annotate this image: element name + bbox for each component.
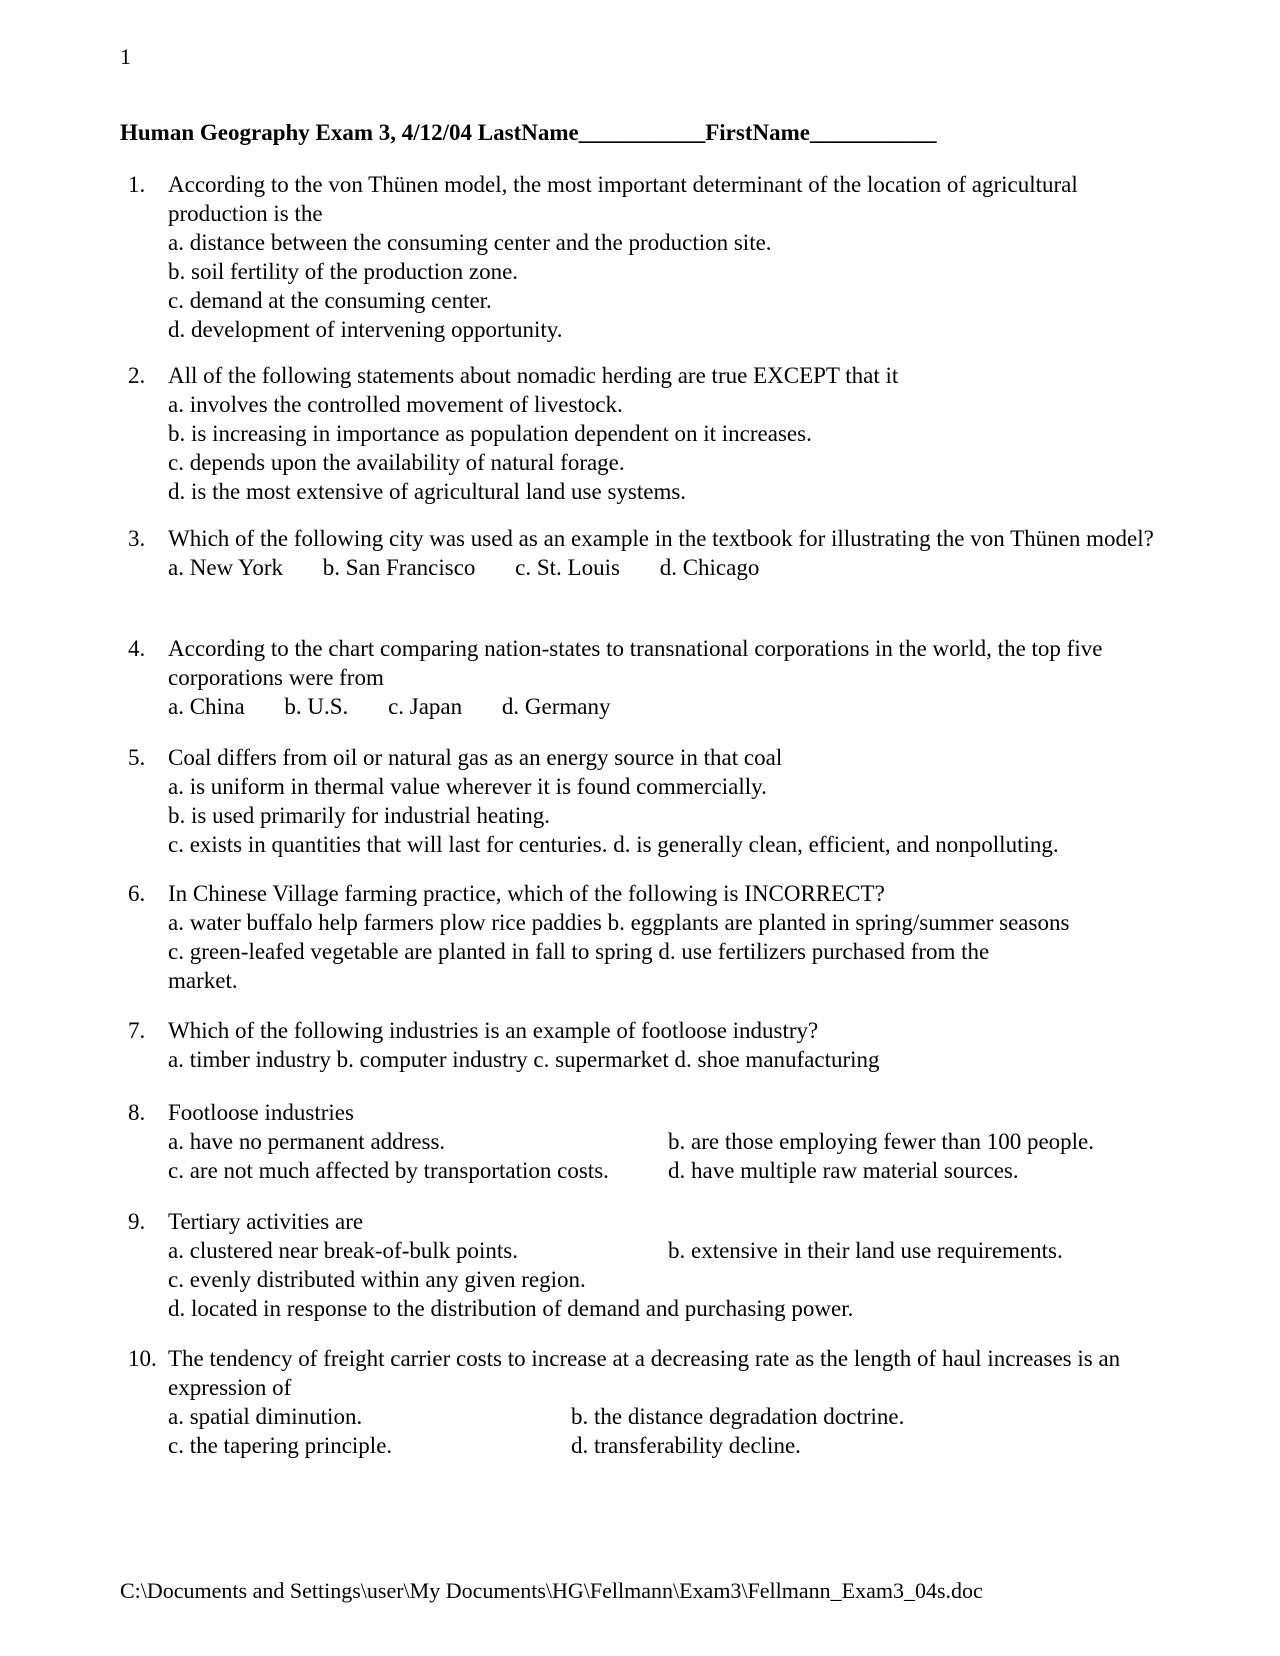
options-line: a. timber industry b. computer industry c. supermarket d. shoe manufacturing <box>168 1047 880 1072</box>
option-d: d. have multiple raw material sources. <box>668 1158 1019 1183</box>
option-a: a. have no permanent address. <box>168 1129 446 1154</box>
question-number: 8. <box>128 1100 146 1125</box>
option-c: c. St. Louis <box>515 555 620 580</box>
question-stem: The tendency of freight carrier costs to increase at a decreasing rate as the length of haul increases is an expression of <box>168 1346 1121 1400</box>
option-a: a. China <box>168 694 245 719</box>
question-2 <box>128 361 1168 506</box>
question-number: 4. <box>128 636 146 661</box>
question-6 <box>128 879 1168 995</box>
option-c: c. demand at the consuming center. <box>168 288 492 313</box>
question-number: 10. <box>128 1346 157 1371</box>
question-stem: Footloose industries <box>168 1100 354 1125</box>
question-stem: According to the chart comparing nation-states to transnational corporations in the world, the top five corporations were from <box>168 636 1103 690</box>
option-c: c. depends upon the availability of natural forage. <box>168 450 625 475</box>
question-number: 6. <box>128 881 146 906</box>
question-stem: According to the von Thünen model, the most important determinant of the location of agricultural production is the <box>168 172 1078 226</box>
question-stem: In Chinese Village farming practice, which of the following is INCORRECT? <box>168 881 885 906</box>
question-number: 5. <box>128 745 146 770</box>
option-b: b. is used primarily for industrial heating. <box>168 803 550 828</box>
option-b: b. extensive in their land use requirements. <box>668 1238 1063 1263</box>
question-4 <box>128 634 1168 721</box>
question-7 <box>128 1016 1168 1074</box>
option-b: b. are those employing fewer than 100 people. <box>668 1129 1095 1154</box>
exam-title: Human Geography Exam 3, 4/12/04 LastName___________FirstName___________ <box>120 120 937 145</box>
option-b: b. San Francisco <box>322 555 476 580</box>
question-10 <box>128 1344 1168 1460</box>
question-stem: Coal differs from oil or natural gas as an energy source in that coal <box>168 745 783 770</box>
option-d: d. transferability decline. <box>571 1433 801 1458</box>
option-c-d: c. green-leafed vegetable are planted in fall to spring d. use fertilizers purchased from the <box>168 939 990 964</box>
question-stem: All of the following statements about nomadic herding are true EXCEPT that it <box>168 363 899 388</box>
option-a: a. New York <box>168 555 283 580</box>
option-b: b. soil fertility of the production zone. <box>168 259 519 284</box>
question-number: 9. <box>128 1209 146 1234</box>
page-number: 1 <box>120 44 131 69</box>
option-d: d. Chicago <box>659 555 760 580</box>
option-d: d. development of intervening opportunity. <box>168 317 563 342</box>
option-a-b: a. water buffalo help farmers plow rice paddies b. eggplants are planted in spring/summer seasons <box>168 910 1070 935</box>
question-number: 2. <box>128 363 146 388</box>
option-d: d. located in response to the distribution of demand and purchasing power. <box>168 1296 854 1321</box>
option-b: b. is increasing in importance as population dependent on it increases. <box>168 421 812 446</box>
option-c: c. the tapering principle. <box>168 1433 393 1458</box>
question-stem: Which of the following industries is an example of footloose industry? <box>168 1018 819 1043</box>
option-d: d. is the most extensive of agricultural land use systems. <box>168 479 687 504</box>
option-b: b. U.S. <box>284 694 349 719</box>
question-5 <box>128 743 1168 859</box>
option-a: a. is uniform in thermal value wherever it is found commercially. <box>168 774 767 799</box>
option-c: c. are not much affected by transportation costs. <box>168 1158 609 1183</box>
question-8 <box>128 1098 1168 1185</box>
option-a: a. clustered near break-of-bulk points. <box>168 1238 518 1263</box>
question-number: 7. <box>128 1018 146 1043</box>
option-d: d. Germany <box>501 694 611 719</box>
file-path-footer: C:\Documents and Settings\user\My Documents\HG\Fellmann\Exam3\Fellmann_Exam3_04s.doc <box>120 1578 983 1603</box>
question-3 <box>128 524 1168 582</box>
option-b: b. the distance degradation doctrine. <box>571 1404 905 1429</box>
question-stem: Tertiary activities are <box>168 1209 364 1234</box>
option-a: a. spatial diminution. <box>168 1404 363 1429</box>
option-c: c. evenly distributed within any given region. <box>168 1267 586 1292</box>
option-c: c. Japan <box>388 694 463 719</box>
question-1 <box>128 170 1168 344</box>
option-d-continued: market. <box>168 968 238 993</box>
option-c-d: c. exists in quantities that will last for centuries. d. is generally clean, efficient, and nonpolluting. <box>168 832 1059 857</box>
question-9 <box>128 1207 1168 1323</box>
question-stem: Which of the following city was used as an example in the textbook for illustrating the von Thünen model? <box>168 526 1154 551</box>
question-number: 1. <box>128 172 146 197</box>
option-a: a. distance between the consuming center and the production site. <box>168 230 772 255</box>
question-number: 3. <box>128 526 146 551</box>
option-a: a. involves the controlled movement of livestock. <box>168 392 623 417</box>
